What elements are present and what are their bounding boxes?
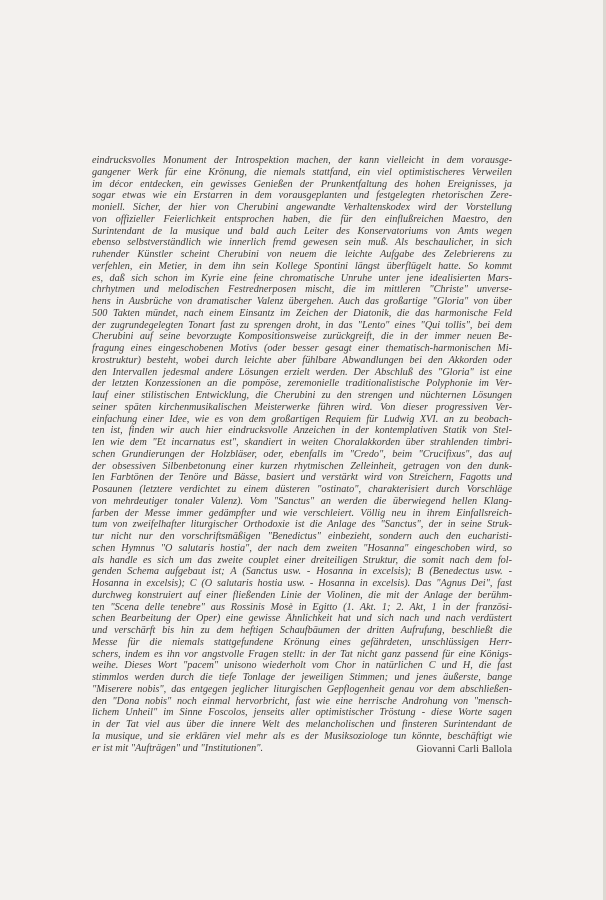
essay-line: schers, indem es ihn vor angstvolle Fragen stellt: in der Tat nicht ganz passend für eine Königs- bbox=[92, 648, 512, 660]
essay-line: gangener Werk für eine Krönung, die niemals stattfand, ein viel optimistischeres Verweilen bbox=[92, 166, 512, 178]
essay-line: fragung eines eingeschobenen Motivs (oder besser gesagt einer thematisch-harmonischen Mi- bbox=[92, 343, 512, 354]
essay-line: ten "Scena delle tenebre" aus Rossinis Mosè in Egitto (1. Akt. 1; 2. Akt, 1 in der französi- bbox=[92, 601, 512, 613]
essay-line: Messe für die niemals stattgefundene Krönung eines gefährdeten, unschlüssigen Herr- bbox=[92, 636, 512, 648]
essay-line: tur nicht nur den vorschriftsmäßigen "Benedictus" einbezieht, sondern auch den eucharisti- bbox=[92, 531, 512, 542]
essay-line: tum von zweifelhafter liturgischer Orthodoxie ist die Anlage des "Sanctus", der in seine Struk- bbox=[92, 519, 512, 531]
essay-line: "Miserere nobis", das entgegen jeglicher liturgischen Gepflogenheit genau vor dem abschließen- bbox=[92, 683, 512, 695]
essay-text bbox=[92, 155, 512, 754]
essay-line: len Farbtönen der Tenöre und Bässe, basiert und verstärkt wird von Streichern, Fagotts und bbox=[92, 472, 512, 484]
essay-line: eindrucksvolles Monument der Introspektion machen, der kann vielleicht in dem vorausge- bbox=[92, 155, 512, 166]
essay-line: von mehrdeutiger tonaler Valenz). Vom "Sanctus" an werden die überwiegend hellen Klang- bbox=[92, 495, 512, 507]
essay-line: verfehlen, ein Metier, in dem ihn sein Kollege Spontini längst überflügelt hatte. So kommt bbox=[92, 260, 512, 272]
essay-line: ebenso selbstverständlich wie innerlich fremd gewesen sein muß. Als beschaulicher, in sich bbox=[92, 237, 512, 249]
essay-line: schen Bearbeitung der Oper) eine gewisse Ähnlichkeit hat und sich nach und nach verdüstert bbox=[92, 613, 512, 625]
essay-line: es, daß sich schon im Kyrie eine feine chromatische Unruhe unter jene idealisierten Mars- bbox=[92, 272, 512, 284]
essay-line: chrhytmen und melodischen Festrednerposen mischt, die im mittleren "Christe" unverse- bbox=[92, 284, 512, 296]
essay-line: 500 Takten mündet, nach einem Einsantz im Zeichen der Diatonik, die das harmonische Feld bbox=[92, 307, 512, 319]
essay-line: schen Grundierungen der Holzbläser, oder, ebenfalls im "Credo", beim "Crucifixus", das auf bbox=[92, 448, 512, 460]
essay-line: Hosanna in excelsis); C (O salutaris hostia usw. - Hosanna in excelsis). Das "Agnus Dei", fast bbox=[92, 578, 512, 589]
essay-line: der letzten Konzessionen an die pompöse, zeremonielle traditionalistische Polyphonie im Ver- bbox=[92, 378, 512, 390]
essay-line: der zugrundegelegten Tonart fast zu sprengen droht, in das "Lento" eines "Qui tollis", bei dem bbox=[92, 319, 512, 331]
essay-line: moniell. Sicher, der hier von Cherubini angewandte Verhaltenskodex wird der Vorstellung bbox=[92, 202, 512, 213]
essay-line: lichem Unheil" im Sinne Foscolos, jenseits aller optimistischer Tröstung - diese Worte sagen bbox=[92, 707, 512, 719]
essay-line: als handle es sich um das zweite couplet einer dreiteiligen Struktur, die somit nach dem fol- bbox=[92, 554, 512, 566]
essay-line: den Intervallen jedesmal andere Lösungen erzielt werden. Der Abschluß des "Gloria" ist eine bbox=[92, 366, 512, 378]
essay-line: Cherubini auf seine bevorzugte Kompositionsweise zurückgreift, die in der immer neuen Be- bbox=[92, 331, 512, 343]
essay-line: len wie dem "Et incarnatus est", skandiert in weiten Choralakkorden über strahlenden timbri- bbox=[92, 437, 512, 448]
essay-line: er ist mit "Aufträgen" und "Institutionen". bbox=[92, 742, 264, 754]
essay-line: hens in Ausbrüche von dramatischer Valenz übergehen. Auch das großartige "Gloria" von über bbox=[92, 296, 512, 307]
essay-line: schen Hymnus "O salutaris hostia", der nach dem zweiten "Hosanna" eingeschoben wird, so bbox=[92, 542, 512, 554]
essay-line: durchweg konstruiert auf einer fließenden Linie der Violinen, die mit der Anlage der berühm- bbox=[92, 589, 512, 601]
essay-line: krostruktur) besteht, wobei durch leichte aber fühlbare Abwandlungen bei den Akkorden oder bbox=[92, 354, 512, 366]
essay-line: ruhender Künstler scheint Cherubini von neuem die leichte Aufgabe des Zelebrierens zu bbox=[92, 249, 512, 260]
essay-line: ten ist, finden wir auch hier eindrucksvolle Anzeichen in der kontemplativen Statik von Stel- bbox=[92, 425, 512, 437]
essay-line: und verschärft bis hin zu dem heftigen Schaufbäumen der dritten Aufrufung, beschließt die bbox=[92, 625, 512, 636]
essay-line: genden Schema aufgebaut ist; A (Sanctus usw. - Hosanna in excelsis); B (Benedectus usw. - bbox=[92, 566, 512, 578]
essay-line: seiner späten kirchenmusikalischen Meisterwerke führen wird. Von dieser progressiven Ver- bbox=[92, 401, 512, 413]
essay-line: stimmlos werden durch die tiefe Tonlage der jeweiligen Stimmen; und jenes äußerste, bange bbox=[92, 672, 512, 683]
essay-line: den "Dona nobis" noch einmal hervorbricht, fast wie eine herrische Androhung von "mensch- bbox=[92, 695, 512, 707]
essay-line: la musique, und sie erklären viel mehr als es der Musiksoziologe tun könnte, beschäftigt wie bbox=[92, 730, 512, 742]
essay-line: von offizieller Feierlichkeit entsprochen haben, die für den einflußreichen Maestro, den bbox=[92, 213, 512, 225]
essay-line: einfachung einer Idee, wie es von dem großartigen Requiem für Ludwig XVI. an zu beobach- bbox=[92, 413, 512, 425]
essay-line: in der Tat viel aus über die innere Welt des melancholischen und finsteren Surintendant de bbox=[92, 719, 512, 730]
essay-line: farben der Messe immer gedämpfter und wie verschleiert. Völlig neu in ihrem Einfallsreich- bbox=[92, 507, 512, 519]
essay-line: Surintendant de la musique und bald auch Leiter des Konservatoriums von Amts wegen bbox=[92, 225, 512, 237]
essay-line: lauf einer stilistischen Entwicklung, die Cherubini zu den strengen und nüchternen Lösungen bbox=[92, 390, 512, 401]
essay-line: Posaunen (letztere verdichtet zu einem düsteren "ostinato", charakterisiert durch Vorschläge bbox=[92, 484, 512, 495]
essay-line: der obsessiven Silbenbetonung einer kurzen rhytmischen Zelleinheit, getragen von den dunk- bbox=[92, 460, 512, 472]
essay-line: weihe. Dieses Wort "pacem" unisono wiederholt vom Chor in natürlichen C und H, die fast bbox=[92, 660, 512, 672]
essay-line: im décor entdecken, ein gewisses Genießen der Prunkentfaltung des hohen Ereignisses, ja bbox=[92, 178, 512, 190]
essay-line: sogar etwas wie ein Erstarren in dem vorausgeplanten und festgelegten rhetorischen Zere- bbox=[92, 190, 512, 202]
author-signature: Giovanni Carli Ballola bbox=[416, 744, 512, 755]
